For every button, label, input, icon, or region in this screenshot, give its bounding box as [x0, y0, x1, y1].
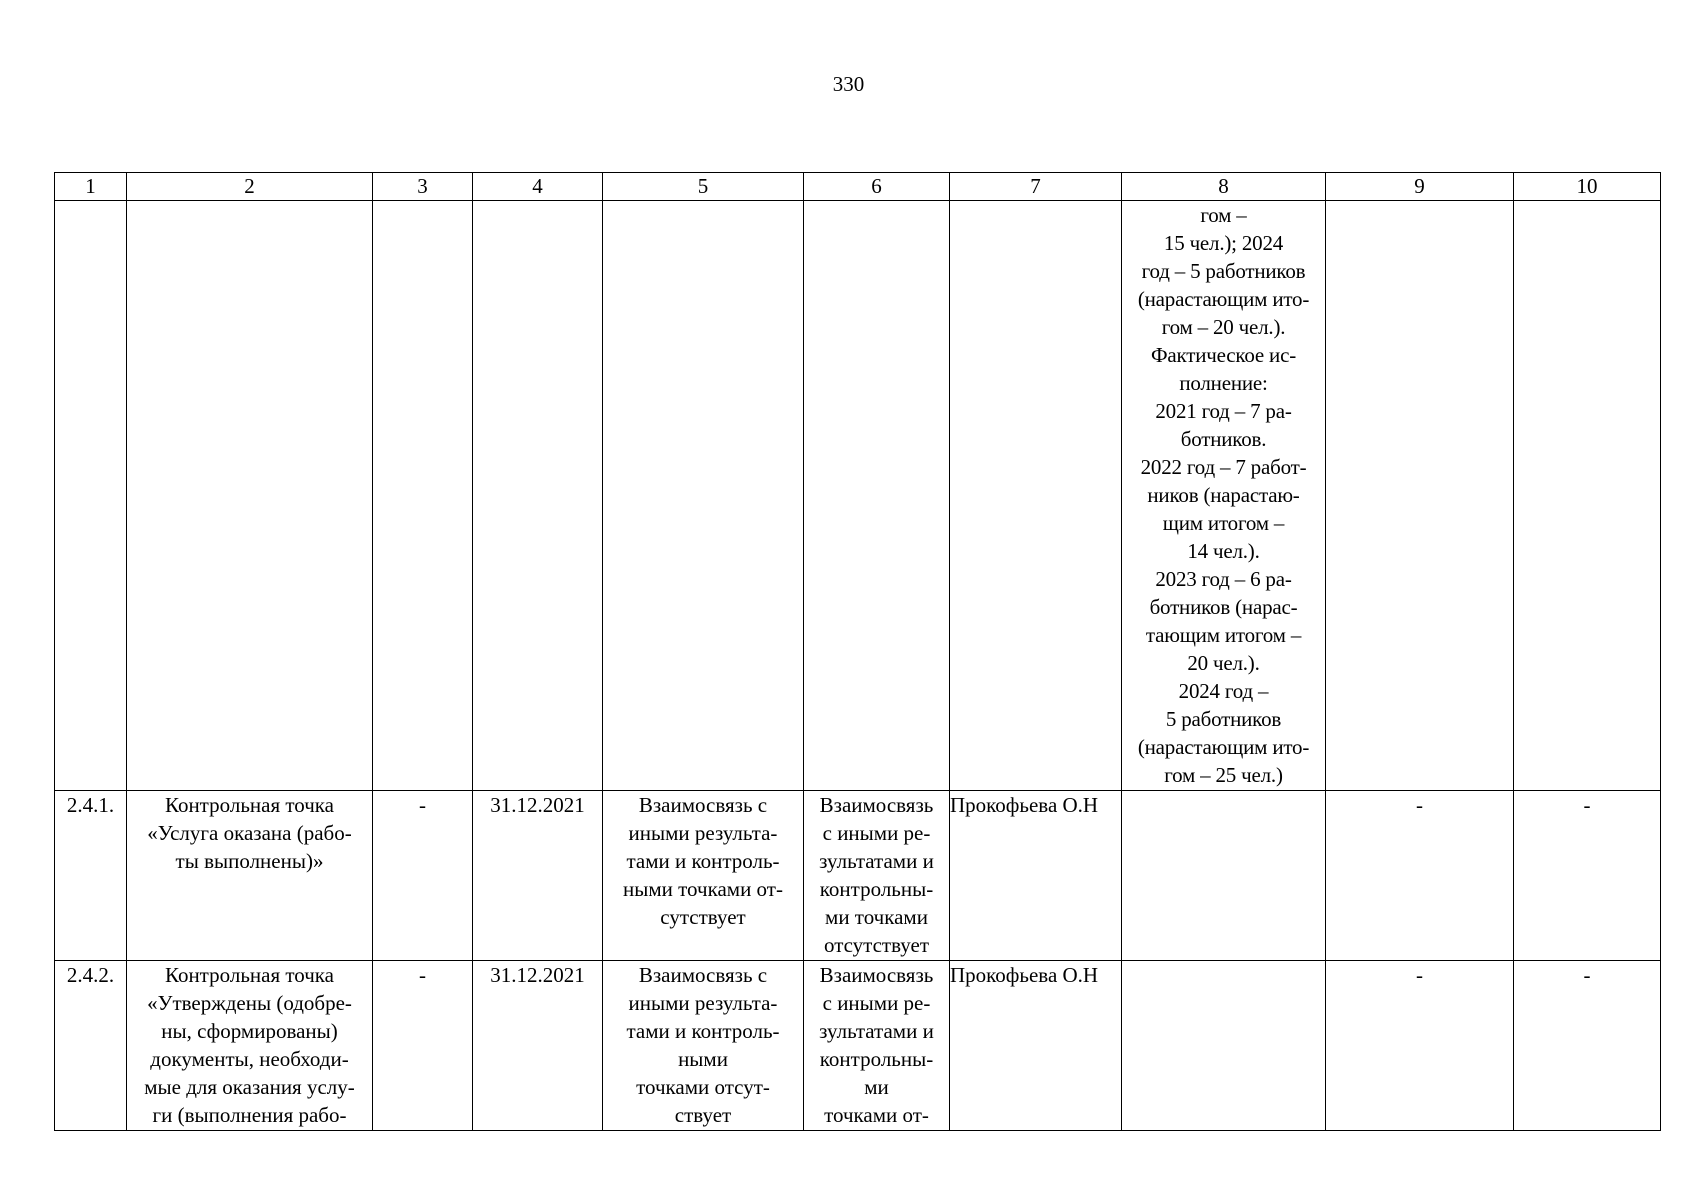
row-responsible: Прокофьева О.Н: [950, 963, 1099, 987]
header-cell: 3: [373, 173, 473, 201]
row-name: Контрольная точка «Услуга оказана (рабо- ты выполнены)»: [147, 793, 352, 873]
table-cell: [1514, 201, 1661, 791]
table-cell: [127, 961, 373, 1131]
row-number: 2.4.2.: [66, 963, 115, 987]
row-number: 2.4.1.: [66, 793, 115, 817]
table-cell: [804, 961, 950, 1131]
table-cell: [1122, 961, 1326, 1131]
table-cell: [950, 201, 1122, 791]
page-number: 330: [832, 72, 865, 96]
table-cell: [127, 201, 373, 791]
header-cell: 7: [950, 173, 1122, 201]
table-cell: [373, 961, 473, 1131]
table-cell: [603, 961, 804, 1131]
row-col3: -: [419, 963, 426, 987]
row-col6: Взаимосвязь с иными ре- зультатами и контрольны- ми точками от-: [819, 963, 934, 1127]
row-col9: -: [1416, 793, 1423, 817]
row-responsible: Прокофьева О.Н: [950, 793, 1099, 817]
header-cell: 9: [1326, 173, 1514, 201]
table-cell: [1514, 791, 1661, 961]
row-date: 31.12.2021: [490, 963, 585, 987]
table-cell: [1514, 961, 1661, 1131]
table-header-row: [55, 173, 1661, 201]
header-cell: 10: [1514, 173, 1661, 201]
document-table: [54, 172, 1661, 1131]
row-col5: Взаимосвязь с иными результа- тами и контроль- ными точками от- сутствует: [623, 793, 783, 929]
table-cell: [1326, 201, 1514, 791]
row-col6: Взаимосвязь с иными ре- зультатами и контрольны- ми точками отсутствует: [819, 793, 934, 957]
table-cell: [55, 791, 127, 961]
table-cell: [1122, 201, 1326, 791]
table-cell: [950, 961, 1122, 1131]
header-cell: 4: [473, 173, 603, 201]
table-cell: [603, 791, 804, 961]
table-cell: [950, 791, 1122, 961]
table-cell: [1122, 791, 1326, 961]
continuation-col8-text: гом – 15 чел.); 2024 год – 5 работников (нарастающим ито- гом – 20 чел.). Фактическое ис- полнение: 2021 год – 7 ра- ботников. 2022 год – 7 работ- ников (нарастаю- щим итогом – 14 чел.). 2023 год – 6 ра- ботников (нарас- тающим итогом – 20 чел.). 2024 год – 5 работников (нарастающим ито- гом – 25 чел.): [1137, 203, 1310, 787]
header-cell: 6: [804, 173, 950, 201]
row-col9: -: [1416, 963, 1423, 987]
table-cell: [1326, 961, 1514, 1131]
header-cell: 2: [127, 173, 373, 201]
table-cell: [55, 961, 127, 1131]
row-col3: -: [419, 793, 426, 817]
table-cell: [1326, 791, 1514, 961]
table-cell: [804, 791, 950, 961]
table-cell: [603, 201, 804, 791]
header-cell: 5: [603, 173, 804, 201]
table-cell: [55, 201, 127, 791]
row-col10: -: [1583, 793, 1591, 817]
table-cell: [127, 791, 373, 961]
table-cell: [804, 201, 950, 791]
row-col10: -: [1583, 963, 1591, 987]
row-name: Контрольная точка «Утверждены (одобре- ны, сформированы) документы, необходи- мые для оказания услу- ги (выполнения рабо-: [144, 963, 355, 1127]
table-cell: [473, 201, 603, 791]
table-cell: [473, 791, 603, 961]
table-row-continuation: [55, 201, 1661, 791]
header-cell: 8: [1122, 173, 1326, 201]
table-row: [55, 791, 1661, 961]
table-cell: [473, 961, 603, 1131]
row-col5: Взаимосвязь с иными результа- тами и контроль- ными точками отсут- ствует: [626, 963, 780, 1127]
header-cell: 1: [55, 173, 127, 201]
table-cell: [373, 791, 473, 961]
table-cell: [373, 201, 473, 791]
row-date: 31.12.2021: [490, 793, 585, 817]
table-row: [55, 961, 1661, 1131]
